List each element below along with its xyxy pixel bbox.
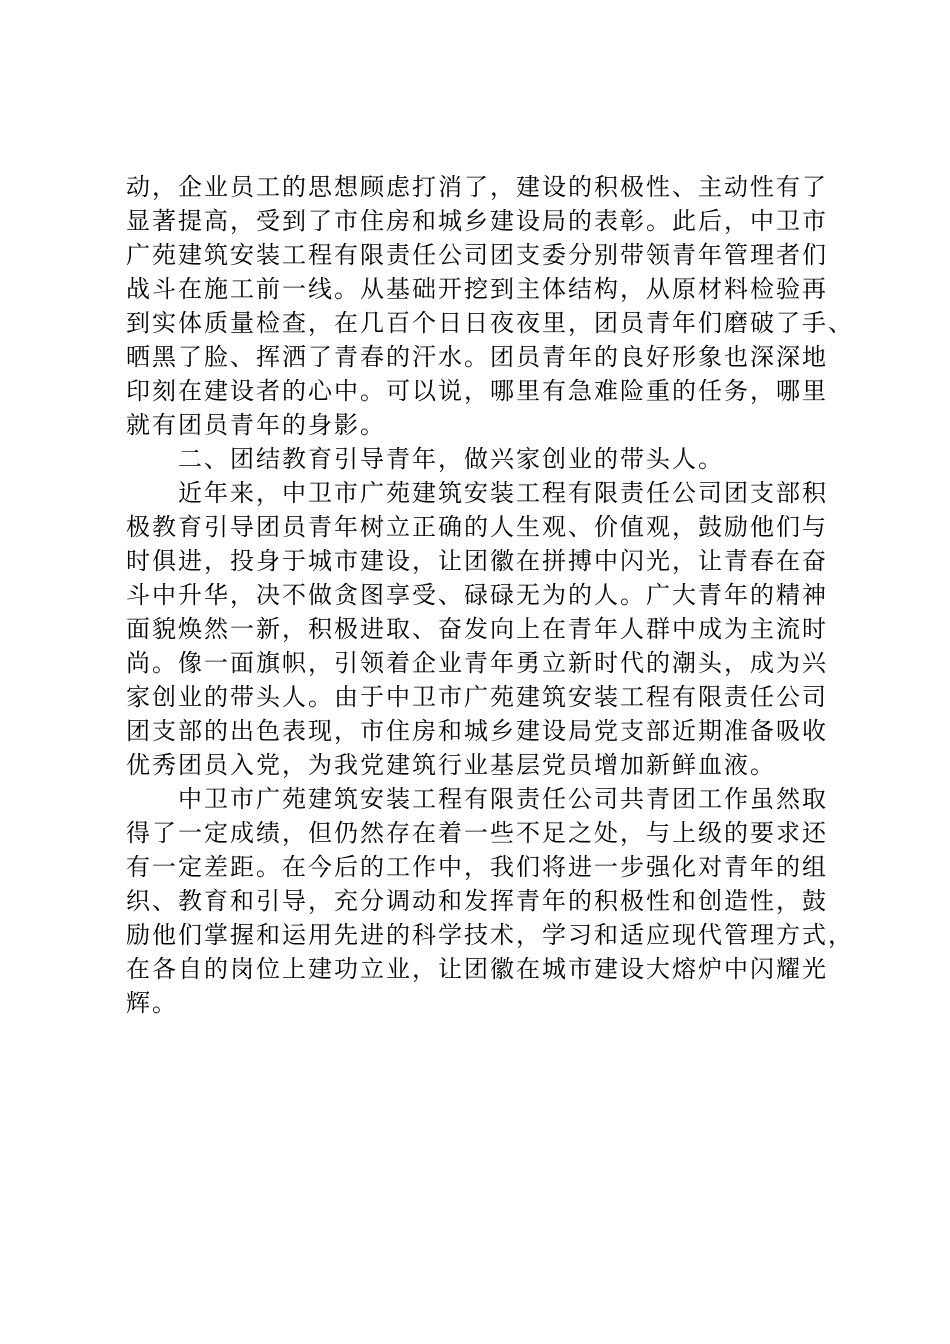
text-line-24: 在各自的岗位上建功立业，让团徽在城市建设大熔炉中闪耀光 — [126, 955, 828, 983]
text-line-11: 极教育引导团员青年树立正确的人生观、价值观，鼓励他们与 — [126, 513, 828, 541]
text-line-23: 励他们掌握和运用先进的科学技术，学习和适应现代管理方式， — [126, 921, 854, 949]
text-line-6: 晒黑了脸、挥洒了青春的汗水。团员青年的良好形象也深深地 — [126, 343, 828, 371]
text-line-1: 动，企业员工的思想顾虑打消了，建设的积极性、主动性有了 — [126, 173, 828, 201]
text-line-25: 辉。 — [126, 989, 178, 1017]
text-line-22: 织、教育和引导，充分调动和发挥青年的积极性和创造性，鼓 — [126, 887, 828, 915]
text-line-12: 时俱进，投身于城市建设，让团徽在拼搏中闪光，让青春在奋 — [126, 547, 828, 575]
text-line-13: 斗中升华，决不做贪图享受、碌碌无为的人。广大青年的精神 — [126, 581, 828, 609]
text-line-10: 近年来，中卫市广苑建筑安装工程有限责任公司团支部积 — [126, 479, 828, 507]
text-line-5: 到实体质量检查，在几百个日日夜夜里，团员青年们磨破了手、 — [126, 309, 854, 337]
text-line-3: 广苑建筑安装工程有限责任公司团支委分别带领青年管理者们 — [126, 241, 828, 269]
section-heading: 二、团结教育引导青年，做兴家创业的带头人。 — [126, 445, 724, 473]
text-line-20: 得了一定成绩，但仍然存在着一些不足之处，与上级的要求还 — [126, 819, 828, 847]
text-line-2: 显著提高，受到了市住房和城乡建设局的表彰。此后，中卫市 — [126, 207, 828, 235]
text-line-16: 家创业的带头人。由于中卫市广苑建筑安装工程有限责任公司 — [126, 683, 828, 711]
text-line-18: 优秀团员入党，为我党建筑行业基层党员增加新鲜血液。 — [126, 751, 776, 779]
text-line-21: 有一定差距。在今后的工作中，我们将进一步强化对青年的组 — [126, 853, 828, 881]
text-line-4: 战斗在施工前一线。从基础开挖到主体结构，从原材料检验再 — [126, 275, 828, 303]
document-body — [126, 170, 856, 1020]
text-line-15: 尚。像一面旗帜，引领着企业青年勇立新时代的潮头，成为兴 — [126, 649, 828, 677]
text-line-19: 中卫市广苑建筑安装工程有限责任公司共青团工作虽然取 — [126, 785, 828, 813]
text-line-17: 团支部的出色表现，市住房和城乡建设局党支部近期准备吸收 — [126, 717, 828, 745]
text-line-14: 面貌焕然一新，积极进取、奋发向上在青年人群中成为主流时 — [126, 615, 828, 643]
text-line-7: 印刻在建设者的心中。可以说，哪里有急难险重的任务，哪里 — [126, 377, 828, 405]
text-line-8: 就有团员青年的身影。 — [126, 411, 386, 439]
